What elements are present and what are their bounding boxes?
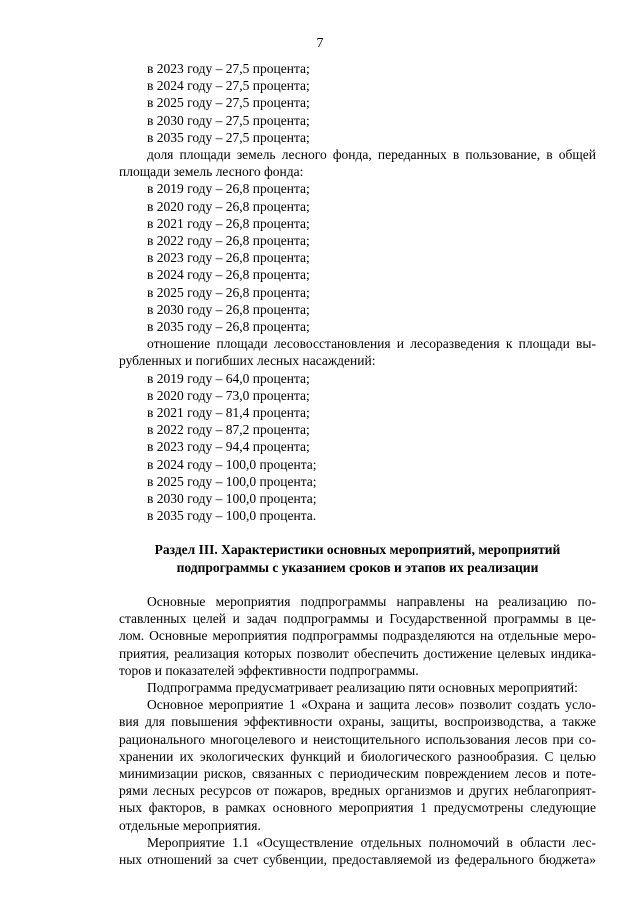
list-item: в 2023 году – 94,4 процента; [147,439,310,455]
paragraph-line: хранении их экологических функций и биологического разнообразия. С целью [119,748,596,764]
list-item: в 2030 году – 27,5 процента; [147,112,310,128]
paragraph-line: приятия, реализация которых позволит обеспечить достижение целевых индика- [119,645,596,661]
paragraph-line: вия для повышения эффективности охраны, защиты, воспроизводства, а также [119,714,596,730]
list-item: в 2023 году – 26,8 процента; [147,250,310,266]
list-item: в 2025 году – 26,8 процента; [147,284,310,300]
paragraph-line: Подпрограмма предусматривает реализацию пяти основных мероприятий: [147,679,578,695]
section-heading-line: Раздел III. Характеристики основных мероприятий, мероприятий [154,542,561,558]
paragraph-line: ных отношений за счет субвенции, предоставляемой из федерального бюджета» [119,851,596,867]
paragraph-line: отдельные мероприятия. [119,817,261,833]
paragraph-line: Основное мероприятие 1 «Охрана и защита лесов» позволит создать усло- [147,697,596,713]
page-number: 7 [316,36,324,51]
list-item: в 2020 году – 73,0 процента; [147,387,310,403]
list-item: в 2020 году – 26,8 процента; [147,198,310,214]
list-item: в 2023 году – 27,5 процента; [147,61,310,76]
list-item: в 2019 году – 64,0 процента; [147,370,310,386]
list-item: в 2019 году – 26,8 процента; [147,181,310,197]
list-item: в 2035 году – 26,8 процента; [147,319,310,335]
paragraph-line: лом. Основные мероприятия подпрограммы подразделяются на отдельные меро- [119,628,596,644]
indicator-title-line: отношение площади лесовосстановления и лесоразведения к площади вы- [147,336,596,352]
list-item: в 2022 году – 87,2 процента; [147,422,310,438]
list-item: в 2025 году – 27,5 процента; [147,95,310,111]
indicator-title-line: доля площади земель лесного фонда, переданных в пользование, в общей [147,147,596,163]
indicator-title-line: площади земель лесного фонда: [119,164,304,180]
list-item: в 2024 году – 27,5 процента; [147,78,310,94]
list-item: в 2030 году – 100,0 процента; [147,491,317,507]
list-item: в 2024 году – 100,0 процента; [147,456,317,472]
paragraph-line: Мероприятие 1.1 «Осуществление отдельных полномочий в области лес- [147,834,596,850]
list-item: в 2024 году – 26,8 процента; [147,267,310,283]
list-item: в 2021 году – 26,8 процента; [147,215,310,231]
paragraph-line: торов и показателей эффективности подпрограммы. [119,662,419,678]
list-item: в 2021 году – 81,4 процента; [147,405,310,421]
paragraph-line: рационального многоцелевого и неистощительного использования лесов при со- [119,731,596,747]
paragraph-line: минимизации рисков, связанных с периодическим повреждением лесов и поте- [119,765,596,781]
list-item: в 2022 году – 26,8 процента; [147,233,310,249]
indicator-title-line: рубленных и погибших лесных насаждений: [119,353,376,369]
paragraph-line: Основные мероприятия подпрограммы направлены на реализацию по- [147,593,596,609]
paragraph-line: ных факторов, в рамках основного мероприятия 1 предусмотрены следующие [119,800,596,816]
section-heading-line: подпрограммы с указанием сроков и этапов их реализации [176,559,539,575]
paragraph-line: ставленных целей и задач подпрограммы и Государственной программы в це- [119,611,596,627]
list-item: в 2030 году – 26,8 процента; [147,301,310,317]
list-item: в 2025 году – 100,0 процента; [147,473,317,489]
page-body [119,60,596,868]
list-item: в 2035 году – 100,0 процента. [147,508,317,524]
list-item: в 2035 году – 27,5 процента; [147,129,310,145]
paragraph-line: рями лесных ресурсов от пожаров, вредных организмов и других неблагоприят- [119,783,596,799]
